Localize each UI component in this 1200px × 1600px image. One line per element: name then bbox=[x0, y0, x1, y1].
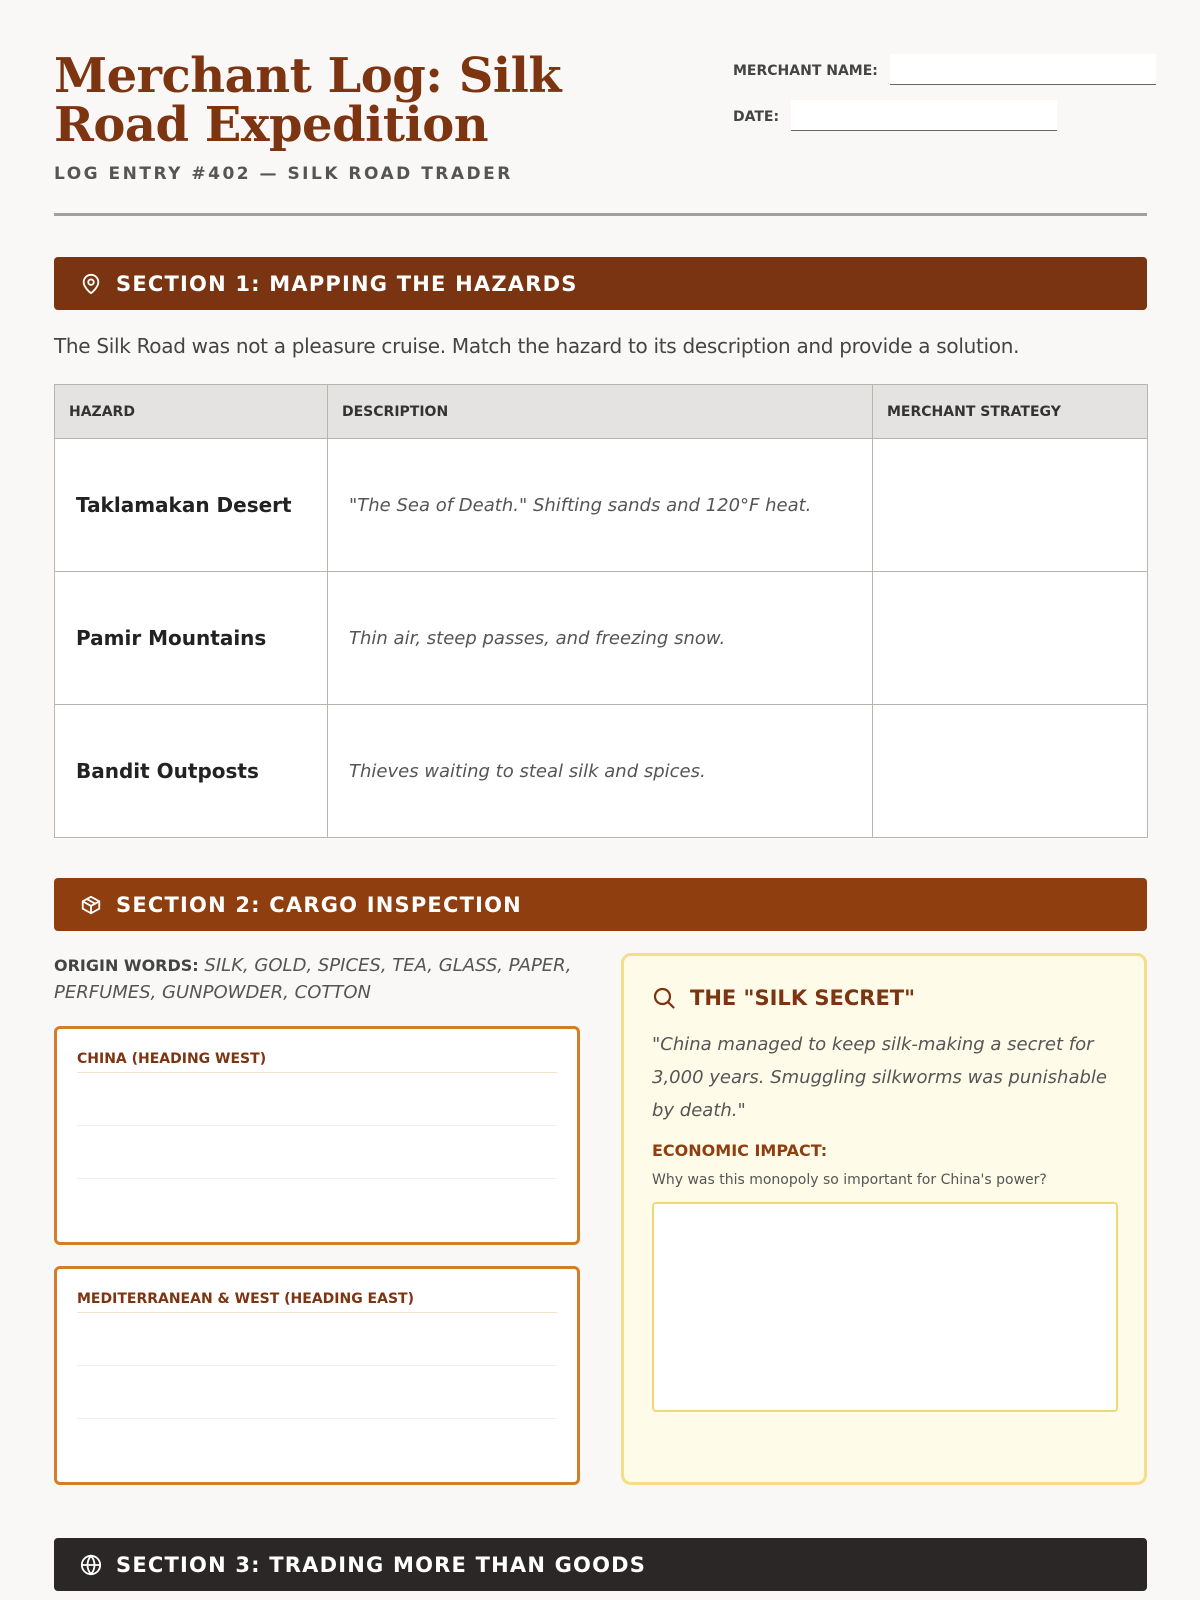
search-icon bbox=[652, 986, 676, 1010]
table-header-row bbox=[55, 385, 1148, 439]
section-3-title: SECTION 3: TRADING MORE THAN GOODS bbox=[116, 1552, 647, 1577]
writing-line[interactable] bbox=[77, 1313, 557, 1366]
section-1-header bbox=[54, 257, 1147, 310]
silk-secret-quote: "China managed to keep silk-making a secret for 3,000 years. Smuggling silkworms was punishable by death." bbox=[652, 1034, 1107, 1121]
section-2-title: SECTION 2: CARGO INSPECTION bbox=[116, 892, 522, 917]
china-cargo-box bbox=[54, 1026, 580, 1245]
economic-impact-label: ECONOMIC IMPACT: bbox=[652, 1141, 828, 1160]
hazard-name: Bandit Outposts bbox=[55, 705, 328, 838]
map-pin-icon bbox=[80, 272, 102, 296]
mediterranean-box-title: MEDITERRANEAN & WEST (HEADING EAST) bbox=[77, 1291, 557, 1313]
mediterranean-cargo-box bbox=[54, 1266, 580, 1485]
table-row bbox=[55, 705, 1148, 838]
header-divider bbox=[54, 213, 1147, 216]
silk-secret-panel bbox=[621, 953, 1147, 1485]
hazard-description: Thieves waiting to steal silk and spices. bbox=[328, 705, 873, 838]
section-1-intro: The Silk Road was not a pleasure cruise. Match the hazard to its description and provide a solution. bbox=[54, 334, 1020, 358]
page-title: Merchant Log: Silk Road Expedition bbox=[54, 48, 562, 153]
log-entry-subtitle: LOG ENTRY #402 — SILK ROAD TRADER bbox=[54, 164, 513, 184]
package-icon bbox=[80, 893, 102, 917]
writing-line[interactable] bbox=[77, 1419, 557, 1471]
silk-secret-heading bbox=[652, 986, 1116, 1010]
china-box-title: CHINA (HEADING WEST) bbox=[77, 1051, 557, 1073]
writing-line[interactable] bbox=[77, 1126, 557, 1179]
strategy-input-cell[interactable] bbox=[873, 705, 1148, 838]
column-header-description: DESCRIPTION bbox=[328, 385, 873, 439]
strategy-input-cell[interactable] bbox=[873, 439, 1148, 572]
economic-impact-question: Why was this monopoly so important for China's power? bbox=[652, 1172, 1047, 1188]
origin-words bbox=[54, 952, 574, 1006]
hazards-table bbox=[54, 384, 1148, 838]
silk-secret-title: THE "SILK SECRET" bbox=[690, 986, 916, 1010]
origin-words-list: SILK, GOLD, SPICES, TEA, GLASS, PAPER, PERFUMES, GUNPOWDER, COTTON bbox=[54, 955, 572, 1003]
merchant-name-label: MERCHANT NAME: bbox=[733, 63, 878, 79]
writing-line[interactable] bbox=[77, 1179, 557, 1231]
strategy-input-cell[interactable] bbox=[873, 572, 1148, 705]
economic-impact-answer-box[interactable] bbox=[652, 1202, 1118, 1412]
section-3-header bbox=[54, 1538, 1147, 1591]
writing-line[interactable] bbox=[77, 1073, 557, 1126]
merchant-name-input[interactable] bbox=[890, 54, 1156, 85]
column-header-strategy: MERCHANT STRATEGY bbox=[873, 385, 1148, 439]
globe-icon bbox=[80, 1553, 102, 1577]
hazard-name: Pamir Mountains bbox=[55, 572, 328, 705]
column-header-hazard: HAZARD bbox=[55, 385, 328, 439]
merchant-name-field bbox=[733, 54, 1156, 85]
writing-line[interactable] bbox=[77, 1366, 557, 1419]
table-row bbox=[55, 439, 1148, 572]
date-label: DATE: bbox=[733, 109, 780, 125]
section-2-header bbox=[54, 878, 1147, 931]
hazard-description: Thin air, steep passes, and freezing snow. bbox=[328, 572, 873, 705]
section-1-title: SECTION 1: MAPPING THE HAZARDS bbox=[116, 271, 578, 296]
hazard-name: Taklamakan Desert bbox=[55, 439, 328, 572]
origin-words-label: ORIGIN WORDS: bbox=[54, 956, 199, 975]
date-field bbox=[733, 100, 1057, 131]
date-input[interactable] bbox=[791, 100, 1057, 131]
hazard-description: "The Sea of Death." Shifting sands and 120°F heat. bbox=[328, 439, 873, 572]
table-row bbox=[55, 572, 1148, 705]
